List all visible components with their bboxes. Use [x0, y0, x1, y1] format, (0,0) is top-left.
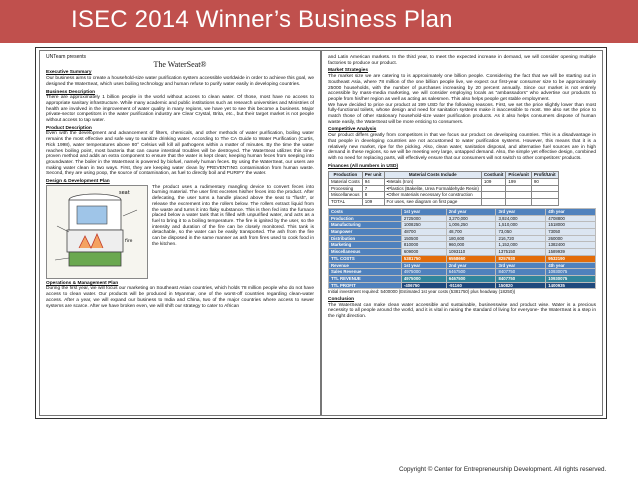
- table-cell: •Plastics (Bakelite, Urea Formaldehyde Resin): [384, 185, 481, 192]
- table-header-row: [329, 172, 559, 179]
- table-cell: [531, 192, 558, 199]
- table-cell: TTL COSTS: [329, 255, 402, 262]
- table-cell: 73050: [546, 228, 596, 235]
- section-text: There are approximately 1 billion people in the world without access to clean water. Of those, most have no access to appropriate sanitary infrastructure. While many academic and public institutions such as research universities and Ministries of health are involved in the improvement of water quality in many regions, we have yet to see this become a business. Major private-sector competitors in the water purification industry are Clear Crystal, Brita, etc., but their target market is not people without access to tap water.: [46, 95, 314, 124]
- section-text: During the first year, we will focus our marketing on Southeast Asian countries, which holds 78 million people who do not have access to clean water. Our products will be produced in Myanmar, one of the worst-off countries regarding clean-water access. After a year, we will expand our business to India and China, two of the major countries where access to sewer systems are scarce. After we have broken even, we will shift our strategy to cater to African: [46, 286, 314, 309]
- waterseat-diagram: [46, 185, 148, 279]
- table-cell: [506, 199, 532, 206]
- table-cell: 1375150: [496, 249, 546, 256]
- table-cell: 3,924,000: [496, 215, 546, 222]
- section-heading: Competitive Analysis: [328, 127, 377, 133]
- table-cell: 6558660: [446, 255, 496, 262]
- table-row: [329, 242, 596, 249]
- total-costs-row: [329, 255, 596, 262]
- table-header-cell: 1st year: [401, 208, 446, 215]
- table-cell: 260000: [546, 235, 596, 242]
- table-cell: 8407750: [496, 275, 546, 282]
- table-cell: [531, 199, 558, 206]
- svg-text:fire: fire: [125, 238, 133, 244]
- section-heading: Executive Summary: [46, 70, 92, 76]
- table-cell: 2725000: [401, 215, 446, 222]
- section-heading: Design & Development Plan: [46, 179, 110, 185]
- table-cell: [506, 192, 532, 199]
- table-cell: Manpower: [329, 228, 402, 235]
- slide-title: ISEC 2014 Winner’s Business Plan: [71, 6, 453, 33]
- table-cell: 1589939: [546, 249, 596, 256]
- table-cell: [481, 199, 506, 206]
- table-cell: 8407750: [496, 269, 546, 276]
- section-text: Even with the development and advancement of filters, chemicals, and other methods of water purification, boiling water remains the most effective and safe way to sanitize drinking water. According to The CA Guide to Water Purification (Curtis, Rick 1998), water temperatures above 80° Celsius will kill all pathogens within a matter of minutes. By the time the water reaches boiling point, most bacteria that can cause intestinal troubles will be destroyed. The WaterSeat utilizes this time-proven method and adds an extra component to ensure that the water is kept clean; keeping human feces from seeping into groundwater. The boiler in the WaterSeat is powered by biofuel, namely human feces. By using the WaterSeat, our users are making water clean in two ways. First, they are keeping water clean by PREVENTING contamination from human waste. Second, they are using poop, the source of contamination, as fuel to directly boil and PURIFY the water.: [46, 131, 314, 177]
- table-cell: TTL PROFIT: [329, 282, 402, 289]
- table-cell: 199: [506, 179, 532, 186]
- table-cell: 10930075: [546, 269, 596, 276]
- table-cell: 109: [362, 199, 384, 206]
- table-cell: •Other materials necessary for construction: [384, 192, 481, 199]
- table-header-cell: 1st year: [401, 262, 446, 269]
- design-section: [46, 185, 314, 279]
- table-header-cell: 4th year: [546, 208, 596, 215]
- table-cell: [506, 185, 532, 192]
- section-text: The market size we are catering to is approximately one billion people. Considering the fact that we will be starting out in Southeast Asia, where 78 million of the one billion people live, we expect our first-year consumer size to be approximately 25000 households, with the number of purchases increasing by 20 percent annually. Since our market is not entirely accessible by mass-media marketing, we will consider employing locals as “ambassadors” who advertise our products to people from his/her region as well as acting as salesmen. This also helps people get stable employment.: [328, 74, 596, 102]
- table-header-cell: Per unit: [362, 172, 384, 179]
- total-profit-row: [329, 282, 596, 289]
- table-cell: 7: [362, 185, 384, 192]
- table-row: [329, 215, 596, 222]
- table-header-cell: 3rd year: [496, 262, 546, 269]
- table-cell: 1,510,000: [496, 222, 546, 229]
- table-cell: 73,050: [496, 228, 546, 235]
- table-cell: Material Costs: [329, 179, 363, 186]
- section-heading: Operations & Management Plan: [46, 280, 119, 286]
- table-row: [329, 222, 596, 229]
- table-cell: •Metals (Iron): [384, 179, 481, 186]
- table-cell: 216,720: [496, 235, 546, 242]
- table-cell: 1,006,250: [446, 222, 496, 229]
- table-row: [329, 249, 596, 256]
- table-row: [329, 199, 559, 206]
- table-header-cell: Production: [329, 172, 363, 179]
- table-header-row: [329, 208, 596, 215]
- table-cell: 48700: [401, 228, 446, 235]
- section-text: The product uses a rudimentary mangling device to convert feces into burning material. The user first excretes his/her feces into the product. After defecating, the user turns a handle placed above the seat to “flush”, or release the excrement into the rollers below. The rollers extract liquid from the waste and turns it into flaky substance. This is then fed into the furnace placed below a water tank that is filled with unpurified water, and acts as a fuel to bring it to a boiling temperature. The fire is ignited by the user, so the intensity and duration of the fire can be closely monitored. This tank is detachable, so the water can be easily transported. The ash from the fire can be disposed in the same manner as ash from fires used to cook food in the kitchen.: [152, 184, 314, 247]
- investment-note: Initial investment required: 5400000 (Estimated 1st year costs (5381750) plus headway (18250)): [328, 289, 516, 295]
- table-cell: 8: [362, 192, 384, 199]
- table-cell: 960,000: [446, 242, 496, 249]
- table-cell: Sales Revenue: [329, 269, 402, 276]
- table-cell: 3,270,000: [446, 215, 496, 222]
- table-cell: 180,600: [446, 235, 496, 242]
- table-row: [329, 235, 596, 242]
- org-name: UNTeam presents: [46, 54, 87, 60]
- table-cell: 48,700: [446, 228, 496, 235]
- table-row: [329, 185, 559, 192]
- table-header-cell: Cost/unit: [481, 172, 506, 179]
- table-cell: 90: [531, 179, 558, 186]
- table-row: [329, 228, 596, 235]
- section-text: The WaterSeat can make clean water accessible and sustainable, businesswise and product wise. Water is a precious necessity to all people around the world, and it is vital in raising the standard of living for everyone- the WaterSeat is a step in the right direction.: [328, 302, 596, 320]
- table-cell: 94: [362, 179, 384, 186]
- copyright-footer: Copyright © Center for Entrepreneurship Development. All rights reserved.: [399, 466, 607, 473]
- table-cell: 1382400: [546, 242, 596, 249]
- revenue-header-row: [329, 262, 596, 269]
- table-cell: [481, 185, 506, 192]
- table-header-cell: Price/unit: [506, 172, 532, 179]
- table-cell: Marketing: [329, 242, 402, 249]
- table-cell: 150820: [496, 282, 546, 289]
- section-text: We have decided to price our product at 199 USD for the following reasons. First, we set the price slightly lower than most fully-functional toilets, whose design and need for sanitation systems make it inaccessible to most. We also set the price to match those of other stationary household-size water purification products. As it also helps consumers dispose of human waste easily, the WaterSeat will be more enticing to consumers.: [328, 102, 596, 125]
- section-heading: Finances (All numbers in USD): [328, 163, 399, 169]
- document-page-1: [39, 50, 321, 416]
- table-cell: 8257930: [496, 255, 546, 262]
- table-cell: 1,152,000: [496, 242, 546, 249]
- section-text: Our product differs greatly from competitors in that we focus our product on developing countries. This is a disadvantage in that people in developing countries are not accustomed to water purification systems. However, this means that it is a relatively new market, ripe for the picking. Also, clean water, sanitation disposal, and alternative fuel sources are in high demand in these regions, so we will be meeting very large, untapped demand. Also, the simple yet effective design, combined with no need for replacing parts, will effectively ensure that our consumers will not switch to other competitors’ products.: [328, 133, 596, 161]
- table-cell: -91160: [446, 282, 496, 289]
- table-cell: Miscellaneous: [329, 192, 363, 199]
- table-header-cell: 3rd year: [496, 208, 546, 215]
- table-cell: 1400935: [546, 282, 596, 289]
- table-cell: 5381750: [401, 255, 446, 262]
- table-header-cell: 2nd year: [446, 262, 496, 269]
- unit-cost-table: [328, 171, 559, 206]
- section-heading: Conclusion: [328, 297, 355, 303]
- table-cell: Distribution: [329, 235, 402, 242]
- table-row: [329, 192, 559, 199]
- table-cell: 150500: [401, 235, 446, 242]
- table-cell: 4708800: [546, 215, 596, 222]
- document-page-2: [321, 50, 603, 416]
- table-cell: 6467500: [446, 275, 496, 282]
- table-cell: [481, 192, 506, 199]
- section-heading: Market Strategies: [328, 68, 368, 74]
- table-cell: 9532190: [546, 255, 596, 262]
- business-plan-document: [35, 47, 607, 419]
- table-cell: TOTAL: [329, 199, 363, 206]
- section-text: and Latin American markets. In the third year, to meet the expected increase in demand, we will consider opening multiple factories to produce our product.: [328, 55, 596, 66]
- table-cell: Manufacturing: [329, 222, 402, 229]
- table-cell: 10930075: [546, 275, 596, 282]
- section-heading: Business Description: [46, 89, 96, 95]
- table-header-cell: Revenue: [329, 262, 402, 269]
- table-cell: 810000: [401, 242, 446, 249]
- table-cell: 1008250: [401, 222, 446, 229]
- table-cell: [531, 185, 558, 192]
- table-cell: 4975000: [401, 275, 446, 282]
- table-header-cell: 2nd year: [446, 208, 496, 215]
- table-cell: 4975000: [401, 269, 446, 276]
- table-cell: Production: [329, 215, 402, 222]
- waterseat-sketch-icon: [47, 186, 147, 278]
- document-title: The WaterSeat®: [153, 59, 207, 69]
- table-header-cell: 4th year: [546, 262, 596, 269]
- svg-text:seat: seat: [119, 189, 130, 196]
- cost-revenue-table: [328, 208, 596, 289]
- slide-title-bar: [0, 0, 638, 43]
- table-row: [329, 179, 559, 186]
- table-cell: 109: [481, 179, 506, 186]
- table-cell: -406750: [401, 282, 446, 289]
- table-header-cell: Profit/Unit: [531, 172, 558, 179]
- table-header-cell: Material Costs Include: [384, 172, 481, 179]
- table-cell: 1518000: [546, 222, 596, 229]
- table-cell: Miscellaneous: [329, 249, 402, 256]
- table-cell: Processing: [329, 185, 363, 192]
- section-text: Our business aims to create a household-size water purification system accessible worldwide in order to achieve this goal, we designed the WaterSeat, which uses boiling technology and human refuse to purify water easily in developing countries.: [46, 76, 314, 87]
- section-heading: Product Description: [46, 125, 92, 131]
- table-cell: 1093110: [446, 249, 496, 256]
- table-cell: 6467500: [446, 269, 496, 276]
- table-cell: For uses, see diagram on first page: [384, 199, 481, 206]
- table-header-cell: Costs: [329, 208, 402, 215]
- total-revenue-row: [329, 275, 596, 282]
- table-cell: TTL REVENUE: [329, 275, 402, 282]
- table-cell: 609000: [401, 249, 446, 256]
- sales-revenue-row: [329, 269, 596, 276]
